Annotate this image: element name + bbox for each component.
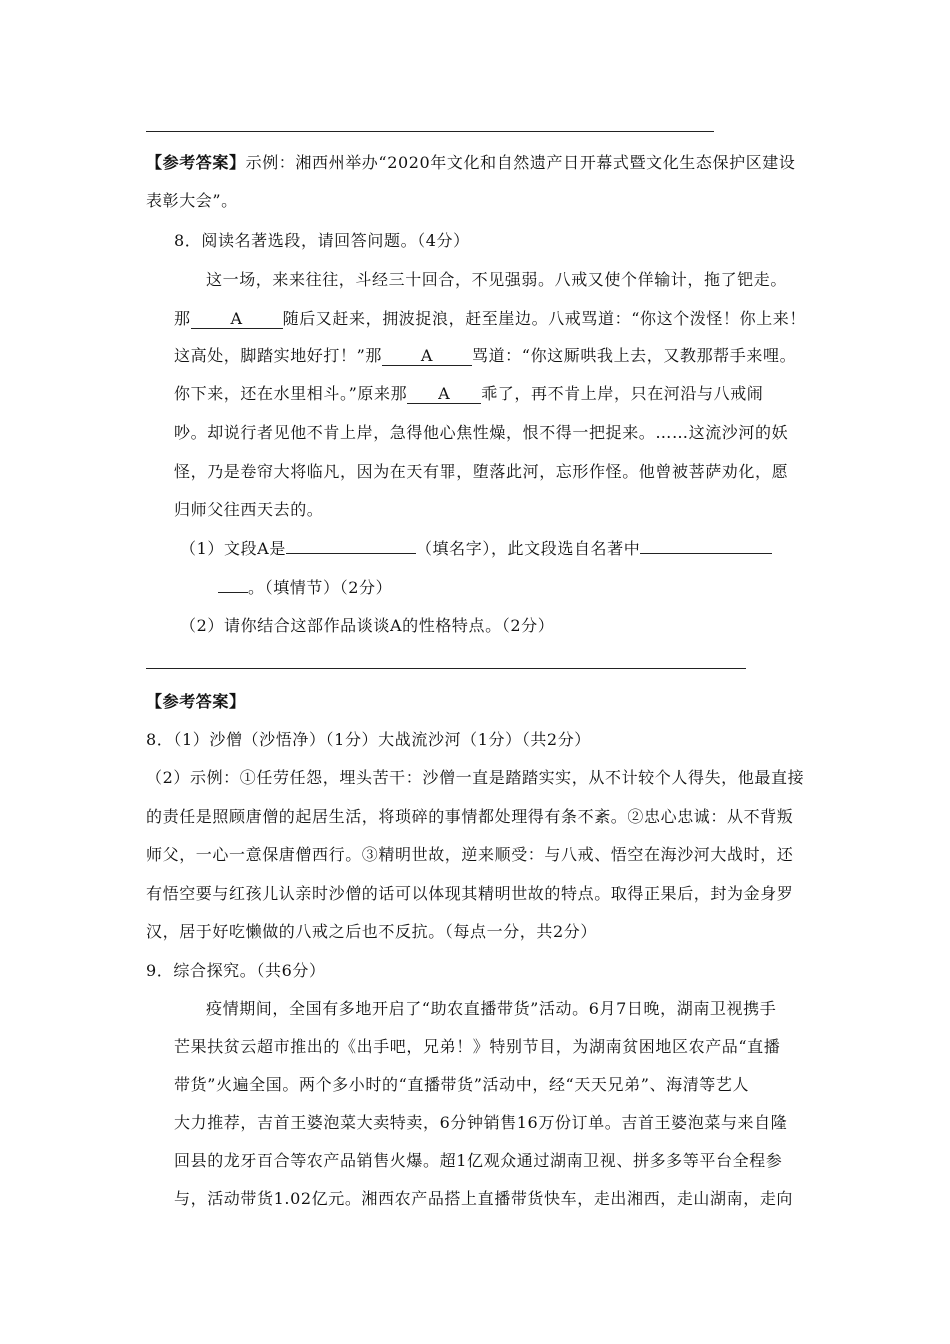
answer-2-line-4: 师父，一心一意保唐僧西行。③精明世故，逆来顺受：与八戒、悟空在海沙河大战时，还 <box>146 845 794 864</box>
passage-line-2: 那 A 随后又赶来，拥波捉浪，赶至崖边。八戒骂道：“你这个泼怪！你上来！ <box>174 309 806 328</box>
blank-a-2: A <box>382 347 472 366</box>
q9-paragraph-line-1: 疫情期间，全国有多地开启了“助农直播带货”活动。6月7日晚，湖南卫视携手 <box>206 999 777 1018</box>
answer-2-line-5: 有悟空要与红孩儿认亲时沙僧的话可以体现其精明世故的特点。取得正果后，封为金身罗 <box>146 884 794 903</box>
q9-paragraph-line-6: 与，活动带货1.02亿元。湘西农产品搭上直播带货快车，走出湘西，走山湖南，走向 <box>174 1189 794 1208</box>
answer-line-top <box>146 131 714 132</box>
subquestion-1-cont: 。（填情节）（2分） <box>218 578 392 598</box>
blank-a-3: A <box>407 385 481 404</box>
answer-2-line-6: 汉，居于好吃懒做的八戒之后也不反抗。（每点一分，共2分） <box>146 922 597 941</box>
answer-1-line-2: 表彰大会”。 <box>146 191 238 210</box>
q9-paragraph-line-2: 芒果扶贫云超市推出的《出手吧，兄弟！》特别节目，为湖南贫困地区农产品“直播 <box>174 1037 781 1056</box>
question-9-title: 9．综合探究。（共6分） <box>146 961 326 980</box>
answer-blank-chapter-1[interactable] <box>640 553 772 554</box>
q9-paragraph-line-3: 带货”火遍全国。两个多小时的“直播带货”活动中，经“天天兄弟”、海清等艺人 <box>174 1075 750 1094</box>
q9-paragraph-line-5: 回县的龙牙百合等农产品销售火爆。超1亿观众通过湖南卫视、拼多多等平台全程参 <box>174 1151 783 1170</box>
answer-2-line-3: 的责任是照顾唐僧的起居生活，将琐碎的事情都处理得有条不紊。②忠心忠诚：从不背叛 <box>146 807 794 826</box>
passage-line-7: 归师父往西天去的。 <box>174 500 324 519</box>
passage-line-1: 这一场，来来往往，斗经三十回合，不见强弱。八戒又使个佯输计，拖了钯走。 <box>206 270 788 289</box>
answer-2-line-2: （2）示例：①任劳任怨，埋头苦干：沙僧一直是踏踏实实，从不计较个人得失，他最直接 <box>146 768 805 787</box>
subquestion-2: （2）请你结合这部作品谈谈A的性格特点。（2分） <box>180 616 555 635</box>
question-8-title: 8．阅读名著选段，请回答问题。（4分） <box>174 231 470 250</box>
passage-line-4: 你下来，还在水里相斗。”原来那 A 乖了，再不肯上岸，只在河沿与八戒闹 <box>174 384 764 403</box>
answer-2-line-1: 8．（1）沙僧（沙悟净）（1分）大战流沙河（1分）（共2分） <box>146 730 591 749</box>
answer-blank-chapter-2[interactable] <box>218 592 248 593</box>
answer-2-label: 【参考答案】 <box>146 692 246 711</box>
subquestion-1: （1）文段A是 （填名字），此文段选自名著中 <box>180 539 772 559</box>
answer-line-bottom <box>146 668 746 669</box>
passage-line-6: 怪，乃是卷帘大将临凡，因为在天有罪，堕落此河，忘形作怪。他曾被菩萨劝化，愿 <box>174 462 789 481</box>
passage-line-3: 这高处，脚踏实地好打！”那 A 骂道：“你这厮哄我上去，又教那帮手来哩。 <box>174 346 797 365</box>
blank-a-1: A <box>191 310 283 329</box>
q9-paragraph-line-4: 大力推荐，吉首王婆泡菜大卖特卖，6分钟销售16万份订单。吉首王婆泡菜与来自隆 <box>174 1113 788 1132</box>
answer-1-line-1: 【参考答案】示例：湘西州举办“2020年文化和自然遗产日开幕式暨文化生态保护区建设 <box>146 153 796 172</box>
passage-line-5: 吵。却说行者见他不肯上岸，急得他心焦性燥，恨不得一把捉来。……这流沙河的妖 <box>174 423 789 442</box>
answer-label: 【参考答案】 <box>146 153 246 172</box>
answer-blank-name[interactable] <box>286 553 416 554</box>
